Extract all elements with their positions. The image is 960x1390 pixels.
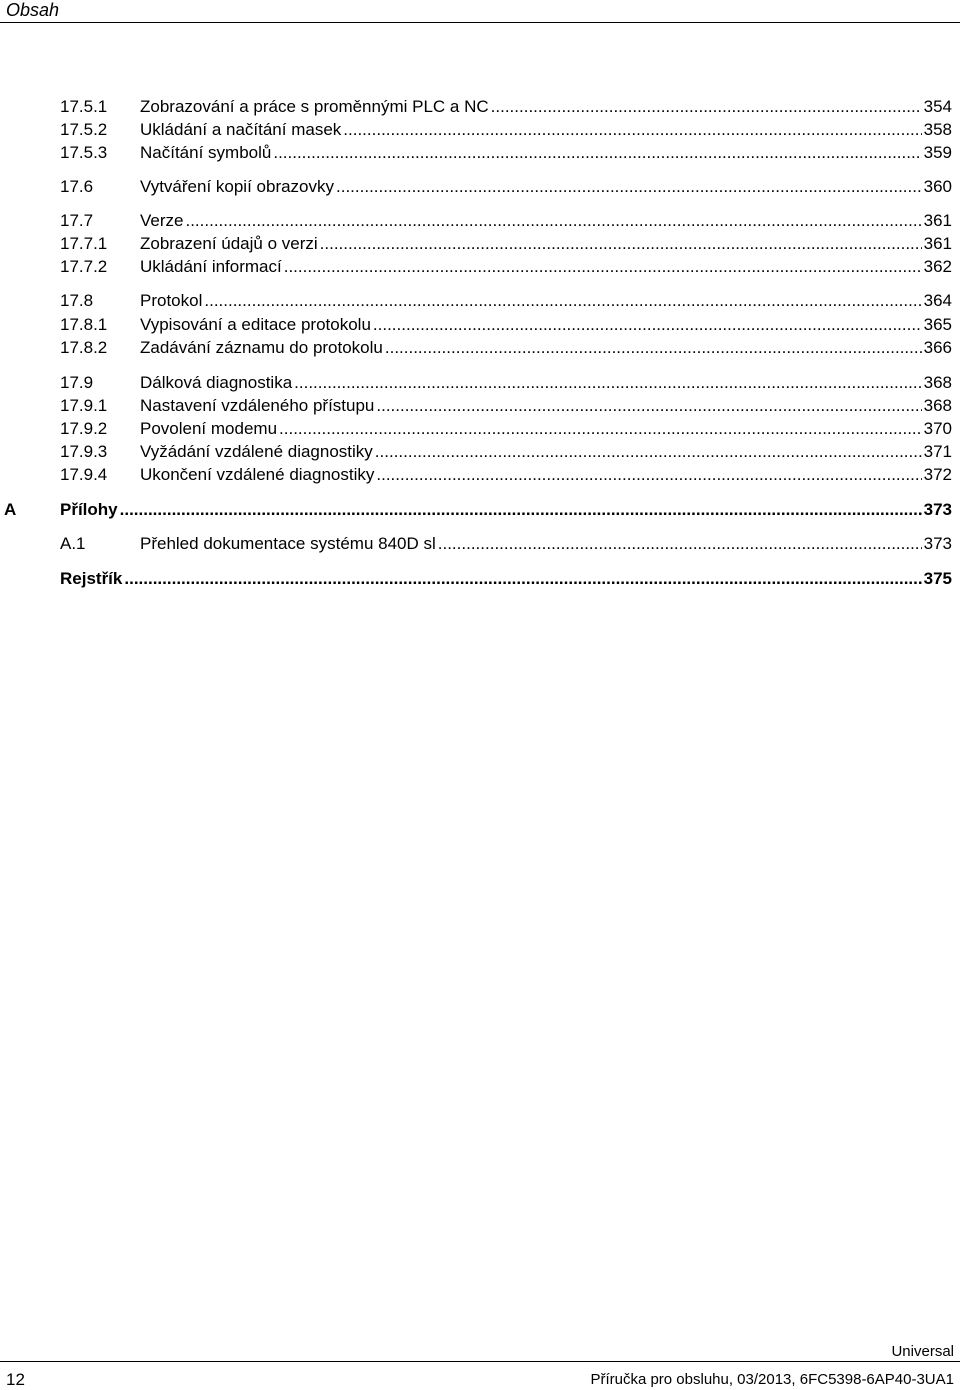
dot-leader — [185, 210, 921, 232]
toc-entry-title[interactable]: Rejstřík — [60, 569, 123, 588]
toc-entry-page[interactable]: 368 — [923, 396, 952, 415]
toc-entry-title[interactable]: Zadávání záznamu do protokolu — [140, 338, 383, 357]
toc-entry-page[interactable]: 362 — [923, 257, 952, 276]
toc-entry-number: 17.8.2 — [60, 338, 108, 357]
dot-leader — [279, 418, 922, 440]
toc-entry-title[interactable]: Povolení modemu — [140, 419, 278, 438]
toc-entry-title[interactable]: Protokol — [140, 291, 203, 310]
dot-leader — [438, 533, 922, 555]
toc-entry[interactable] — [0, 418, 960, 440]
toc-entry-page[interactable]: 372 — [923, 465, 952, 484]
dot-leader — [376, 464, 921, 486]
toc-entry[interactable] — [0, 395, 960, 417]
toc-entry-title[interactable]: Přehled dokumentace systému 840D sl — [140, 534, 436, 553]
dot-leader — [204, 290, 921, 312]
toc-entry-number: A.1 — [60, 534, 86, 553]
toc-entry-page[interactable]: 364 — [923, 291, 952, 310]
toc-entry-page[interactable]: 371 — [923, 442, 952, 461]
toc-entry-number: 17.8 — [60, 291, 94, 310]
toc-entry-number: 17.8.1 — [60, 315, 108, 334]
toc-entry-page[interactable]: 354 — [923, 97, 952, 116]
table-of-contents — [0, 0, 960, 620]
toc-entry-number: 17.5.2 — [60, 120, 108, 139]
toc-entry-page[interactable]: 370 — [923, 419, 952, 438]
toc-entry-page[interactable]: 358 — [923, 120, 952, 139]
toc-entry-title[interactable]: Verze — [140, 211, 184, 230]
footer-document-info: Příručka pro obsluhu, 03/2013, 6FC5398-6AP40-3UA1 — [590, 1371, 954, 1388]
toc-entry-title[interactable]: Přílohy — [60, 500, 118, 519]
toc-entry[interactable] — [0, 533, 960, 555]
toc-entry-number: 17.5.3 — [60, 143, 108, 162]
toc-entry[interactable] — [0, 464, 960, 486]
page-number: 12 — [6, 1370, 25, 1389]
toc-entry-number: 17.6 — [60, 177, 94, 196]
dot-leader — [375, 441, 922, 463]
dot-leader — [373, 314, 922, 336]
toc-entry[interactable] — [0, 256, 960, 278]
footer-divider — [0, 1361, 960, 1362]
dot-leader — [124, 568, 921, 590]
toc-entry-title[interactable]: Zobrazování a práce s proměnnými PLC a NC — [140, 97, 489, 116]
toc-entry-number: 17.9.3 — [60, 442, 108, 461]
dot-leader — [273, 142, 921, 164]
toc-entry-page[interactable]: 361 — [923, 234, 952, 253]
toc-entry[interactable] — [0, 314, 960, 336]
dot-leader — [343, 119, 921, 141]
toc-entry-title[interactable]: Vypisování a editace protokolu — [140, 315, 371, 334]
toc-entry-number: 17.7.2 — [60, 257, 108, 276]
dot-leader — [336, 176, 922, 198]
page-header-title: Obsah — [6, 0, 60, 20]
toc-entry-number: 17.7.1 — [60, 234, 108, 253]
toc-entry[interactable] — [0, 233, 960, 255]
toc-entry-title[interactable]: Ukládání a načítání masek — [140, 120, 342, 139]
dot-leader — [376, 395, 921, 417]
toc-entry-number: 17.9.4 — [60, 465, 108, 484]
toc-entry-title[interactable]: Dálková diagnostika — [140, 373, 293, 392]
toc-entry-number: 17.9.1 — [60, 396, 108, 415]
dot-leader — [385, 337, 922, 359]
toc-entry[interactable] — [0, 176, 960, 198]
toc-entry-title[interactable]: Ukládání informací — [140, 257, 282, 276]
page-footer — [0, 1330, 960, 1390]
toc-chapter-letter: A — [4, 500, 17, 519]
toc-entry-number: 17.7 — [60, 211, 94, 230]
toc-entry-title[interactable]: Nastavení vzdáleného přístupu — [140, 396, 375, 415]
toc-entry[interactable] — [0, 290, 960, 312]
toc-entry[interactable] — [0, 210, 960, 232]
toc-entry-title[interactable]: Vyžádání vzdálené diagnostiky — [140, 442, 373, 461]
toc-entry-number: 17.9 — [60, 373, 94, 392]
toc-entry-page[interactable]: 360 — [923, 177, 952, 196]
toc-entry[interactable] — [0, 372, 960, 394]
toc-entry-page[interactable]: 375 — [923, 569, 952, 588]
footer-edition: Universal — [891, 1343, 954, 1360]
toc-entry-page[interactable]: 368 — [923, 373, 952, 392]
toc-entry[interactable] — [0, 441, 960, 463]
dot-leader — [294, 372, 921, 394]
toc-entry-number: 17.5.1 — [60, 97, 108, 116]
toc-entry-title[interactable]: Načítání symbolů — [140, 143, 272, 162]
toc-entry-page[interactable]: 373 — [923, 500, 952, 519]
toc-entry[interactable] — [0, 96, 960, 118]
toc-entry-number: 17.9.2 — [60, 419, 108, 438]
dot-leader — [284, 256, 922, 278]
dot-leader — [120, 499, 922, 521]
toc-entry-page[interactable]: 366 — [923, 338, 952, 357]
toc-entry-page[interactable]: 359 — [923, 143, 952, 162]
toc-entry-title[interactable]: Zobrazení údajů o verzi — [140, 234, 318, 253]
toc-entry-page[interactable]: 373 — [923, 534, 952, 553]
dot-leader — [320, 233, 922, 255]
toc-entry-page[interactable]: 361 — [923, 211, 952, 230]
toc-entry[interactable] — [0, 119, 960, 141]
toc-entry[interactable] — [0, 337, 960, 359]
toc-chapter-entry[interactable] — [0, 568, 960, 590]
dot-leader — [491, 96, 922, 118]
toc-entry-page[interactable]: 365 — [923, 315, 952, 334]
toc-entry-title[interactable]: Vytváření kopií obrazovky — [140, 177, 335, 196]
toc-entry-title[interactable]: Ukončení vzdálené diagnostiky — [140, 465, 375, 484]
toc-entry[interactable] — [0, 142, 960, 164]
toc-chapter-entry[interactable] — [0, 499, 960, 521]
